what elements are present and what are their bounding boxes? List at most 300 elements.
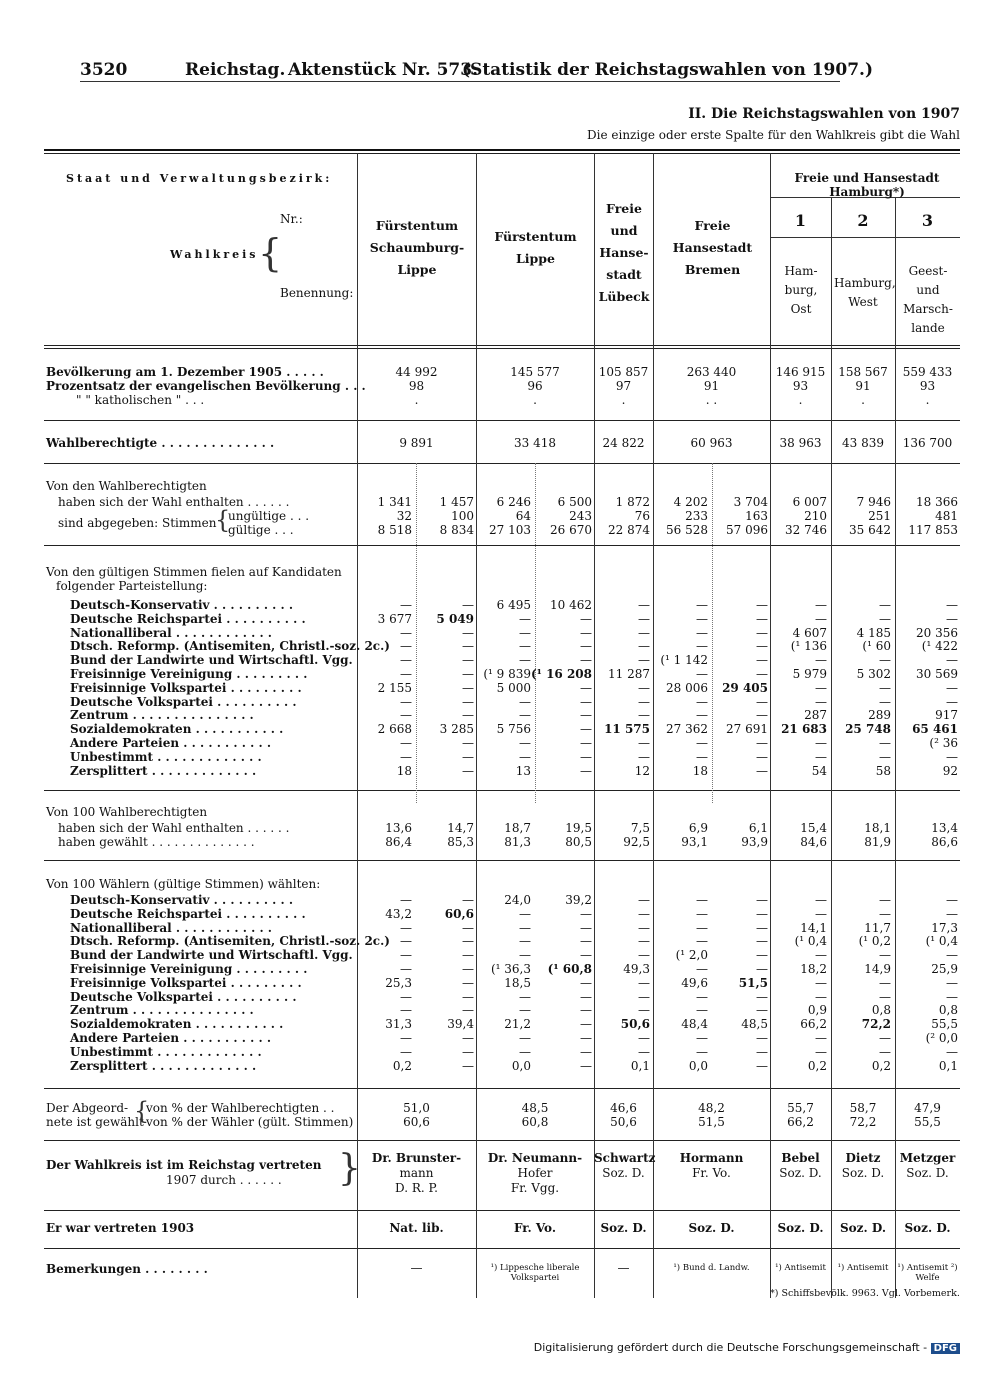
- cell-ungueltige: 100: [451, 509, 474, 523]
- cell-percent: —: [815, 975, 827, 990]
- cell-vertreten-1907: D. R. P.: [395, 1181, 438, 1195]
- cell-bemerkung: ¹) Bund d. Landw.: [673, 1263, 750, 1273]
- lippe-head: Fürstentum Lippe: [494, 229, 577, 266]
- cell-enthalten: 1 457: [439, 495, 474, 509]
- section-note: Die einzige oder erste Spalte für den Wahlkreis gibt die Wahl: [587, 128, 960, 142]
- cell-percent: —: [879, 1044, 891, 1059]
- cell-votes: —: [400, 749, 412, 764]
- label-abgeordnete-1: Der Abgeord-: [46, 1101, 129, 1115]
- cell-votes: —: [696, 749, 708, 764]
- cell-votes: (¹ 136: [790, 639, 827, 654]
- cell-percent: —: [519, 1003, 531, 1018]
- cell-enthalten: 1 341: [377, 495, 412, 509]
- cell-wahlberechtigte: 24 822: [602, 436, 645, 450]
- cell-votes: 5 000: [496, 680, 531, 695]
- cell-percent: —: [879, 948, 891, 963]
- hamburg-3-name: Geest- und Marsch-lande: [903, 264, 953, 335]
- party-label: Nationalliberal . . . . . . . . . . . .: [70, 920, 272, 935]
- cell-votes: —: [400, 667, 412, 681]
- cell-votes: 4 607: [792, 625, 827, 640]
- label-abgeordnete-2: nete ist gewählt: [46, 1115, 144, 1129]
- cell-percent: (¹ 60,8: [547, 962, 592, 976]
- cell-percent: —: [638, 975, 650, 990]
- cell-percent: 25,9: [931, 962, 958, 976]
- cell-evangelisch: 93: [919, 379, 936, 393]
- cell-percent: —: [580, 1017, 592, 1032]
- cell-votes: 92: [942, 763, 958, 778]
- cell-vertreten-1907: Dr. Neumann-: [487, 1151, 583, 1165]
- cell-percent: 0,0: [511, 1058, 531, 1073]
- cell-percent: —: [696, 934, 708, 949]
- cell-percent: —: [946, 906, 958, 921]
- cell-percent: —: [946, 893, 958, 907]
- cell-vertreten-1907: Soz. D.: [841, 1166, 885, 1180]
- header-title: Reichstag.: [185, 60, 286, 80]
- party-label: Freisinnige Vereinigung . . . . . . . . .: [70, 667, 308, 681]
- cell-percent: —: [696, 893, 708, 907]
- cell-percent: (² 0,0: [925, 1031, 958, 1045]
- cell-vertreten-1907: Dietz: [845, 1151, 881, 1165]
- cell-percent: —: [519, 1031, 531, 1045]
- cell-percent: 14,1: [800, 920, 827, 935]
- label-vertreten-1903: Er war vertreten 1903: [46, 1221, 195, 1235]
- cell-ungueltige: 481: [935, 509, 958, 523]
- cell-votes: 3 285: [439, 722, 474, 737]
- cell-votes: —: [638, 708, 650, 723]
- cell-votes: 18: [692, 763, 708, 778]
- cell-votes: 20 356: [916, 625, 958, 640]
- cell-votes: —: [696, 639, 708, 654]
- cell-percent: —: [462, 1031, 474, 1045]
- cell-votes: —: [815, 598, 827, 612]
- cell-percent: —: [580, 975, 592, 990]
- section-title: II. Die Reichstagswahlen von 1907: [688, 106, 960, 122]
- cell-ungueltige: 32: [396, 509, 412, 523]
- cell-votes: —: [400, 625, 412, 640]
- cell-votes: —: [462, 708, 474, 723]
- header-rule: [80, 81, 840, 82]
- rule: [44, 790, 960, 791]
- cell-100-gewaehlt: 80,5: [565, 835, 592, 849]
- cell-percent: 0,2: [871, 1058, 891, 1073]
- cell-votes: —: [462, 736, 474, 750]
- cell-votes: (² 36: [929, 736, 958, 750]
- wahlkreis-head: Wahlkreis: [170, 248, 259, 261]
- cell-votes: 2 155: [377, 680, 412, 695]
- party-label: Zentrum . . . . . . . . . . . . . . .: [70, 708, 254, 723]
- cell-abgeordnete-wb: 51,0: [403, 1101, 430, 1115]
- rule: [44, 1088, 960, 1089]
- cell-votes: 27 691: [726, 722, 768, 737]
- cell-percent: 39,2: [565, 893, 592, 907]
- cell-votes: —: [400, 708, 412, 723]
- cell-percent: 48,4: [681, 1017, 708, 1032]
- cell-ungueltige: 243: [569, 509, 592, 523]
- cell-percent: —: [756, 934, 768, 949]
- cell-ungueltige: 64: [515, 509, 531, 523]
- cell-percent: —: [638, 989, 650, 1004]
- cell-percent: —: [580, 1031, 592, 1045]
- cell-100-enthalten: 13,6: [385, 821, 412, 835]
- cell-100-gewaehlt: 86,6: [931, 835, 958, 849]
- cell-percent: —: [400, 989, 412, 1004]
- cell-votes: 5 049: [436, 611, 474, 626]
- cell-percent: —: [879, 893, 891, 907]
- cell-vertreten-1907: Fr. Vgg.: [510, 1181, 560, 1195]
- label-von-wahlberechtigten: von % der Wahlberechtigten . .: [146, 1101, 335, 1115]
- cell-votes: —: [946, 611, 958, 626]
- cell-votes: 18: [396, 763, 412, 778]
- party-label: Bund der Landwirte und Wirtschaftl. Vgg.: [70, 653, 353, 668]
- cell-votes: 917: [935, 708, 958, 723]
- cell-100-gewaehlt: 92,5: [623, 835, 650, 849]
- cell-percent: —: [400, 920, 412, 935]
- cell-votes: —: [638, 625, 650, 640]
- bremen-head: Freie Hansestadt Bremen: [672, 218, 753, 277]
- cell-ungueltige: 76: [634, 509, 650, 523]
- cell-percent: —: [696, 1003, 708, 1018]
- luebeck-head: Freie und Hanse-stadt Lübeck: [598, 201, 650, 304]
- cell-evangelisch: 91: [703, 379, 720, 393]
- cell-percent: —: [756, 920, 768, 935]
- cell-katholisch: .: [925, 393, 930, 407]
- cell-votes: —: [756, 694, 768, 709]
- footnote: *) Schiffsbevölk. 9963. Vgl. Vorbemerk.: [770, 1288, 960, 1299]
- cell-percent: —: [462, 1003, 474, 1018]
- cell-vertreten-1907: Soz. D.: [779, 1166, 822, 1180]
- cell-percent: —: [946, 1044, 958, 1059]
- cell-votes: —: [696, 694, 708, 709]
- cell-ungueltige: 251: [868, 509, 891, 523]
- cell-enthalten: 6 500: [557, 495, 592, 509]
- cell-percent: —: [696, 906, 708, 921]
- party-label: Zentrum . . . . . . . . . . . . . . .: [70, 1003, 254, 1018]
- cell-wahlberechtigte: 38 963: [779, 436, 822, 450]
- cell-percent: —: [400, 1044, 412, 1059]
- cell-bevoelkerung: 145 577: [510, 365, 560, 379]
- cell-percent: —: [462, 893, 474, 907]
- cell-votes: —: [519, 639, 531, 654]
- cell-katholisch: .: [414, 393, 419, 407]
- cell-votes: —: [462, 598, 474, 612]
- cell-100-enthalten: 13,4: [931, 821, 958, 835]
- brace-icon: {: [258, 231, 283, 275]
- cell-enthalten: 4 202: [673, 495, 708, 509]
- cell-percent: —: [815, 989, 827, 1004]
- cell-100-gewaehlt: 81,3: [504, 835, 531, 849]
- cell-percent: —: [580, 1044, 592, 1059]
- cell-katholisch: . .: [705, 393, 718, 407]
- rule: [44, 1210, 960, 1211]
- cell-vertreten-1907: Schwartz: [594, 1151, 656, 1165]
- cell-percent: —: [879, 1031, 891, 1045]
- cell-enthalten: 6 246: [496, 495, 531, 509]
- cell-votes: —: [580, 653, 592, 668]
- cell-abgeordnete-w: 66,2: [787, 1115, 814, 1129]
- cell-percent: 0,1: [938, 1058, 958, 1073]
- party-label: Bund der Landwirte und Wirtschaftl. Vgg.: [70, 948, 353, 963]
- cell-percent: 51,5: [738, 975, 768, 990]
- cell-votes: —: [946, 749, 958, 764]
- cell-votes: —: [638, 653, 650, 668]
- cell-gueltige: 27 103: [489, 523, 531, 537]
- cell-percent: 0,2: [392, 1058, 412, 1073]
- label-bevoelkerung: Bevölkerung am 1. Dezember 1905 . . . . .: [46, 365, 324, 379]
- brace-icon: {: [134, 1097, 150, 1125]
- digitization-note: [534, 1341, 960, 1354]
- cell-vertreten-1907: Hormann: [679, 1151, 744, 1165]
- cell-bemerkung: ¹) Antisemit: [837, 1263, 889, 1273]
- cell-100-gewaehlt: 93,1: [681, 835, 708, 849]
- cell-votes: —: [879, 694, 891, 709]
- party-label: Unbestimmt . . . . . . . . . . . . .: [70, 1044, 262, 1059]
- cell-votes: 4 185: [856, 625, 891, 640]
- cell-bevoelkerung: 44 992: [395, 365, 438, 379]
- cell-votes: —: [696, 708, 708, 723]
- cell-votes: (¹ 16 208: [530, 667, 592, 681]
- cell-votes: (¹ 422: [921, 639, 958, 654]
- cell-votes: —: [696, 736, 708, 750]
- cell-percent: —: [580, 1003, 592, 1018]
- cell-percent: —: [519, 920, 531, 935]
- cell-votes: 5 979: [792, 667, 827, 681]
- cell-votes: —: [638, 598, 650, 612]
- cell-votes: —: [580, 625, 592, 640]
- staat-head: Staat und Verwaltungsbezirk:: [66, 172, 333, 185]
- label-von-den-wahlberechtigten: Von den Wahlberechtigten: [46, 479, 207, 493]
- cell-bevoelkerung: 559 433: [902, 365, 953, 379]
- cell-votes: 30 569: [916, 667, 958, 681]
- cell-votes: —: [756, 749, 768, 764]
- cell-votes: —: [638, 736, 650, 750]
- cell-enthalten: 18 366: [916, 495, 958, 509]
- cell-percent: —: [638, 906, 650, 921]
- cell-evangelisch: 93: [792, 379, 809, 393]
- cell-percent: —: [756, 1058, 768, 1073]
- cell-vertreten-1907: Hofer: [517, 1166, 553, 1180]
- cell-gueltige: 35 642: [849, 523, 891, 537]
- cell-percent: —: [638, 1003, 650, 1018]
- cell-ungueltige: 210: [804, 509, 827, 523]
- cell-vertreten-1903: Soz. D.: [840, 1221, 886, 1235]
- cell-vertreten-1903: Soz. D.: [904, 1221, 951, 1235]
- cell-percent: —: [580, 989, 592, 1004]
- cell-percent: —: [756, 893, 768, 907]
- cell-evangelisch: 97: [615, 379, 632, 393]
- cell-bemerkung: ¹) Lippesche liberale Volkspartei: [490, 1263, 580, 1283]
- cell-enthalten: 6 007: [792, 495, 827, 509]
- cell-percent: 25,3: [385, 975, 412, 990]
- cell-votes: —: [580, 694, 592, 709]
- nr-head: Nr.:: [280, 212, 303, 226]
- cell-votes: —: [580, 680, 592, 695]
- cell-votes: —: [879, 653, 891, 668]
- cell-percent: (¹ 0,2: [858, 934, 891, 949]
- cell-100-enthalten: 6,1: [748, 821, 768, 835]
- cell-percent: —: [638, 1044, 650, 1059]
- cell-votes: 65 461: [912, 722, 958, 737]
- cell-enthalten: 3 704: [733, 495, 768, 509]
- label-100-enthalten: haben sich der Wahl enthalten . . . . . .: [58, 821, 290, 835]
- cell-percent: —: [756, 906, 768, 921]
- cell-percent: 66,2: [800, 1017, 827, 1032]
- cell-votes: 6 495: [496, 598, 531, 612]
- cell-100-enthalten: 19,5: [565, 821, 592, 835]
- benennung-head: Benennung:: [280, 286, 354, 300]
- cell-evangelisch: 91: [855, 379, 871, 393]
- cell-katholisch: .: [533, 393, 537, 407]
- header-subtitle: (Statistik der Reichstagswahlen von 1907.): [462, 60, 873, 80]
- schaumburg-head: Fürstentum Schaumburg-Lippe: [369, 218, 465, 277]
- cell-gueltige: 57 096: [726, 523, 768, 537]
- cell-votes: —: [580, 763, 592, 778]
- cell-percent: 18,5: [504, 975, 531, 990]
- cell-wahlberechtigte: 43 839: [842, 436, 884, 450]
- cell-votes: —: [580, 736, 592, 750]
- cell-percent: —: [519, 1044, 531, 1059]
- cell-votes: —: [519, 653, 531, 668]
- cell-votes: —: [879, 611, 891, 626]
- cell-100-enthalten: 18,1: [864, 821, 891, 835]
- cell-votes: —: [696, 625, 708, 640]
- cell-votes: —: [519, 749, 531, 764]
- cell-percent: —: [638, 934, 650, 949]
- cell-100-enthalten: 6,9: [688, 821, 708, 835]
- label-parteistellung: folgender Parteistellung:: [56, 579, 208, 593]
- cell-percent: 50,6: [620, 1017, 650, 1032]
- cell-percent: —: [756, 1044, 768, 1059]
- cell-100-enthalten: 7,5: [630, 821, 650, 835]
- cell-votes: —: [756, 611, 768, 626]
- cell-votes: —: [879, 736, 891, 750]
- cell-vertreten-1903: Soz. D.: [688, 1221, 735, 1235]
- cell-percent: —: [638, 893, 650, 907]
- cell-gueltige: 32 746: [785, 523, 827, 537]
- cell-gueltige: 56 528: [666, 523, 708, 537]
- cell-katholisch: .: [861, 393, 865, 407]
- cell-100-gewaehlt: 81,9: [864, 835, 891, 849]
- cell-percent: (¹ 36,3: [490, 962, 531, 976]
- cell-evangelisch: 98: [408, 379, 425, 393]
- cell-percent: —: [946, 989, 958, 1004]
- rule: [44, 545, 960, 546]
- cell-percent: 0,1: [630, 1058, 650, 1073]
- table-top-rule: [44, 149, 960, 151]
- cell-vertreten-1907: Bebel: [781, 1151, 820, 1165]
- cell-votes: —: [815, 680, 827, 695]
- party-label: Sozialdemokraten . . . . . . . . . . .: [70, 722, 284, 737]
- cell-abgeordnete-wb: 46,6: [610, 1101, 637, 1115]
- cell-votes: —: [815, 611, 827, 626]
- cell-katholisch: .: [621, 393, 626, 407]
- cell-votes: —: [400, 694, 412, 709]
- cell-votes: (¹ 1 142: [660, 653, 708, 668]
- cell-ungueltige: 163: [745, 509, 768, 523]
- cell-percent: 24,0: [504, 893, 531, 907]
- cell-percent: 48,5: [741, 1017, 768, 1032]
- cell-bevoelkerung: 146 915: [775, 365, 826, 379]
- cell-votes: 11 287: [608, 667, 650, 681]
- cell-percent: —: [462, 934, 474, 949]
- cell-votes: —: [696, 598, 708, 612]
- cell-percent: 39,4: [447, 1017, 474, 1032]
- cell-abgeordnete-w: 60,8: [521, 1115, 549, 1129]
- label-von-den-gueltigen: Von den gültigen Stimmen fielen auf Kandidaten: [46, 565, 342, 579]
- party-label: Andere Parteien . . . . . . . . . . .: [70, 736, 271, 750]
- cell-votes: 54: [811, 763, 827, 778]
- cell-percent: —: [879, 989, 891, 1004]
- cell-percent: (¹ 0,4: [925, 934, 958, 949]
- party-label: Dtsch. Reformp. (Antisemiten, Christl.-soz. 2c.): [70, 934, 390, 949]
- cell-percent: —: [519, 948, 531, 963]
- cell-votes: —: [815, 694, 827, 709]
- cell-votes: 10 462: [550, 598, 592, 612]
- label-vertreten-1907-1: Der Wahlkreis ist im Reichstag vertreten: [46, 1158, 322, 1172]
- page-number: 3520: [80, 60, 128, 80]
- cell-percent: —: [696, 989, 708, 1004]
- cell-percent: —: [879, 975, 891, 990]
- label-enthalten: haben sich der Wahl enthalten . . . . . .: [58, 495, 290, 509]
- cell-bemerkung: ¹) Antisemit: [775, 1263, 826, 1273]
- cell-votes: 27 362: [666, 722, 708, 737]
- cell-votes: 21 683: [781, 722, 827, 737]
- cell-percent: —: [696, 962, 708, 976]
- label-von-waehlern: von % der Wähler (gült. Stimmen): [146, 1115, 354, 1129]
- cell-votes: 58: [875, 763, 891, 778]
- cell-abgeordnete-w: 60,6: [403, 1115, 430, 1129]
- cell-percent: —: [400, 893, 412, 907]
- cell-percent: 11,7: [864, 920, 891, 935]
- cell-percent: 0,8: [938, 1003, 958, 1018]
- party-label: Deutsche Reichspartei . . . . . . . . . .: [70, 611, 306, 626]
- cell-percent: —: [815, 893, 827, 907]
- cell-percent: —: [519, 934, 531, 949]
- cell-percent: —: [696, 1031, 708, 1045]
- label-von-100-waehlern: Von 100 Wählern (gültige Stimmen) wählten:: [46, 877, 321, 891]
- cell-wahlberechtigte: 136 700: [902, 436, 953, 450]
- cell-vertreten-1903: Soz. D.: [600, 1221, 647, 1235]
- cell-vertreten-1903: Soz. D.: [777, 1221, 824, 1235]
- hamburg-2-name: Hamburg, West: [834, 276, 896, 309]
- rule: [44, 420, 960, 421]
- hamburg-head: Freie und Hansestadt Hamburg*): [794, 171, 940, 199]
- cell-percent: —: [462, 920, 474, 935]
- cell-votes: —: [756, 763, 768, 778]
- party-label: Deutsche Volkspartei . . . . . . . . . .: [70, 694, 297, 709]
- cell-vertreten-1907: Soz. D.: [906, 1166, 949, 1180]
- cell-votes: —: [580, 749, 592, 764]
- hamburg-2-nr: 2: [857, 211, 869, 230]
- cell-percent: —: [815, 1031, 827, 1045]
- cell-votes: —: [638, 694, 650, 709]
- party-label: Deutsch-Konservativ . . . . . . . . . .: [70, 598, 294, 612]
- cell-percent: 55,5: [931, 1017, 958, 1032]
- cell-vertreten-1907: mann: [399, 1166, 434, 1180]
- cell-percent: (¹ 0,4: [794, 934, 827, 949]
- cell-gueltige: 117 853: [908, 523, 958, 537]
- label-evangelisch: Prozentsatz der evangelischen Bevölkerung . . .: [46, 379, 366, 393]
- cell-percent: —: [946, 975, 958, 990]
- cell-votes: 3 677: [377, 611, 412, 626]
- cell-100-enthalten: 15,4: [800, 821, 827, 835]
- cell-percent: —: [638, 1031, 650, 1045]
- cell-abgeordnete-wb: 48,2: [698, 1101, 725, 1115]
- cell-abgeordnete-w: 50,6: [610, 1115, 637, 1129]
- cell-ungueltige: 233: [685, 509, 708, 523]
- label-wahlberechtigte: Wahlberechtigte . . . . . . . . . . . . . .: [46, 436, 275, 450]
- party-label: Zersplittert . . . . . . . . . . . . .: [70, 763, 257, 778]
- cell-votes: —: [638, 680, 650, 695]
